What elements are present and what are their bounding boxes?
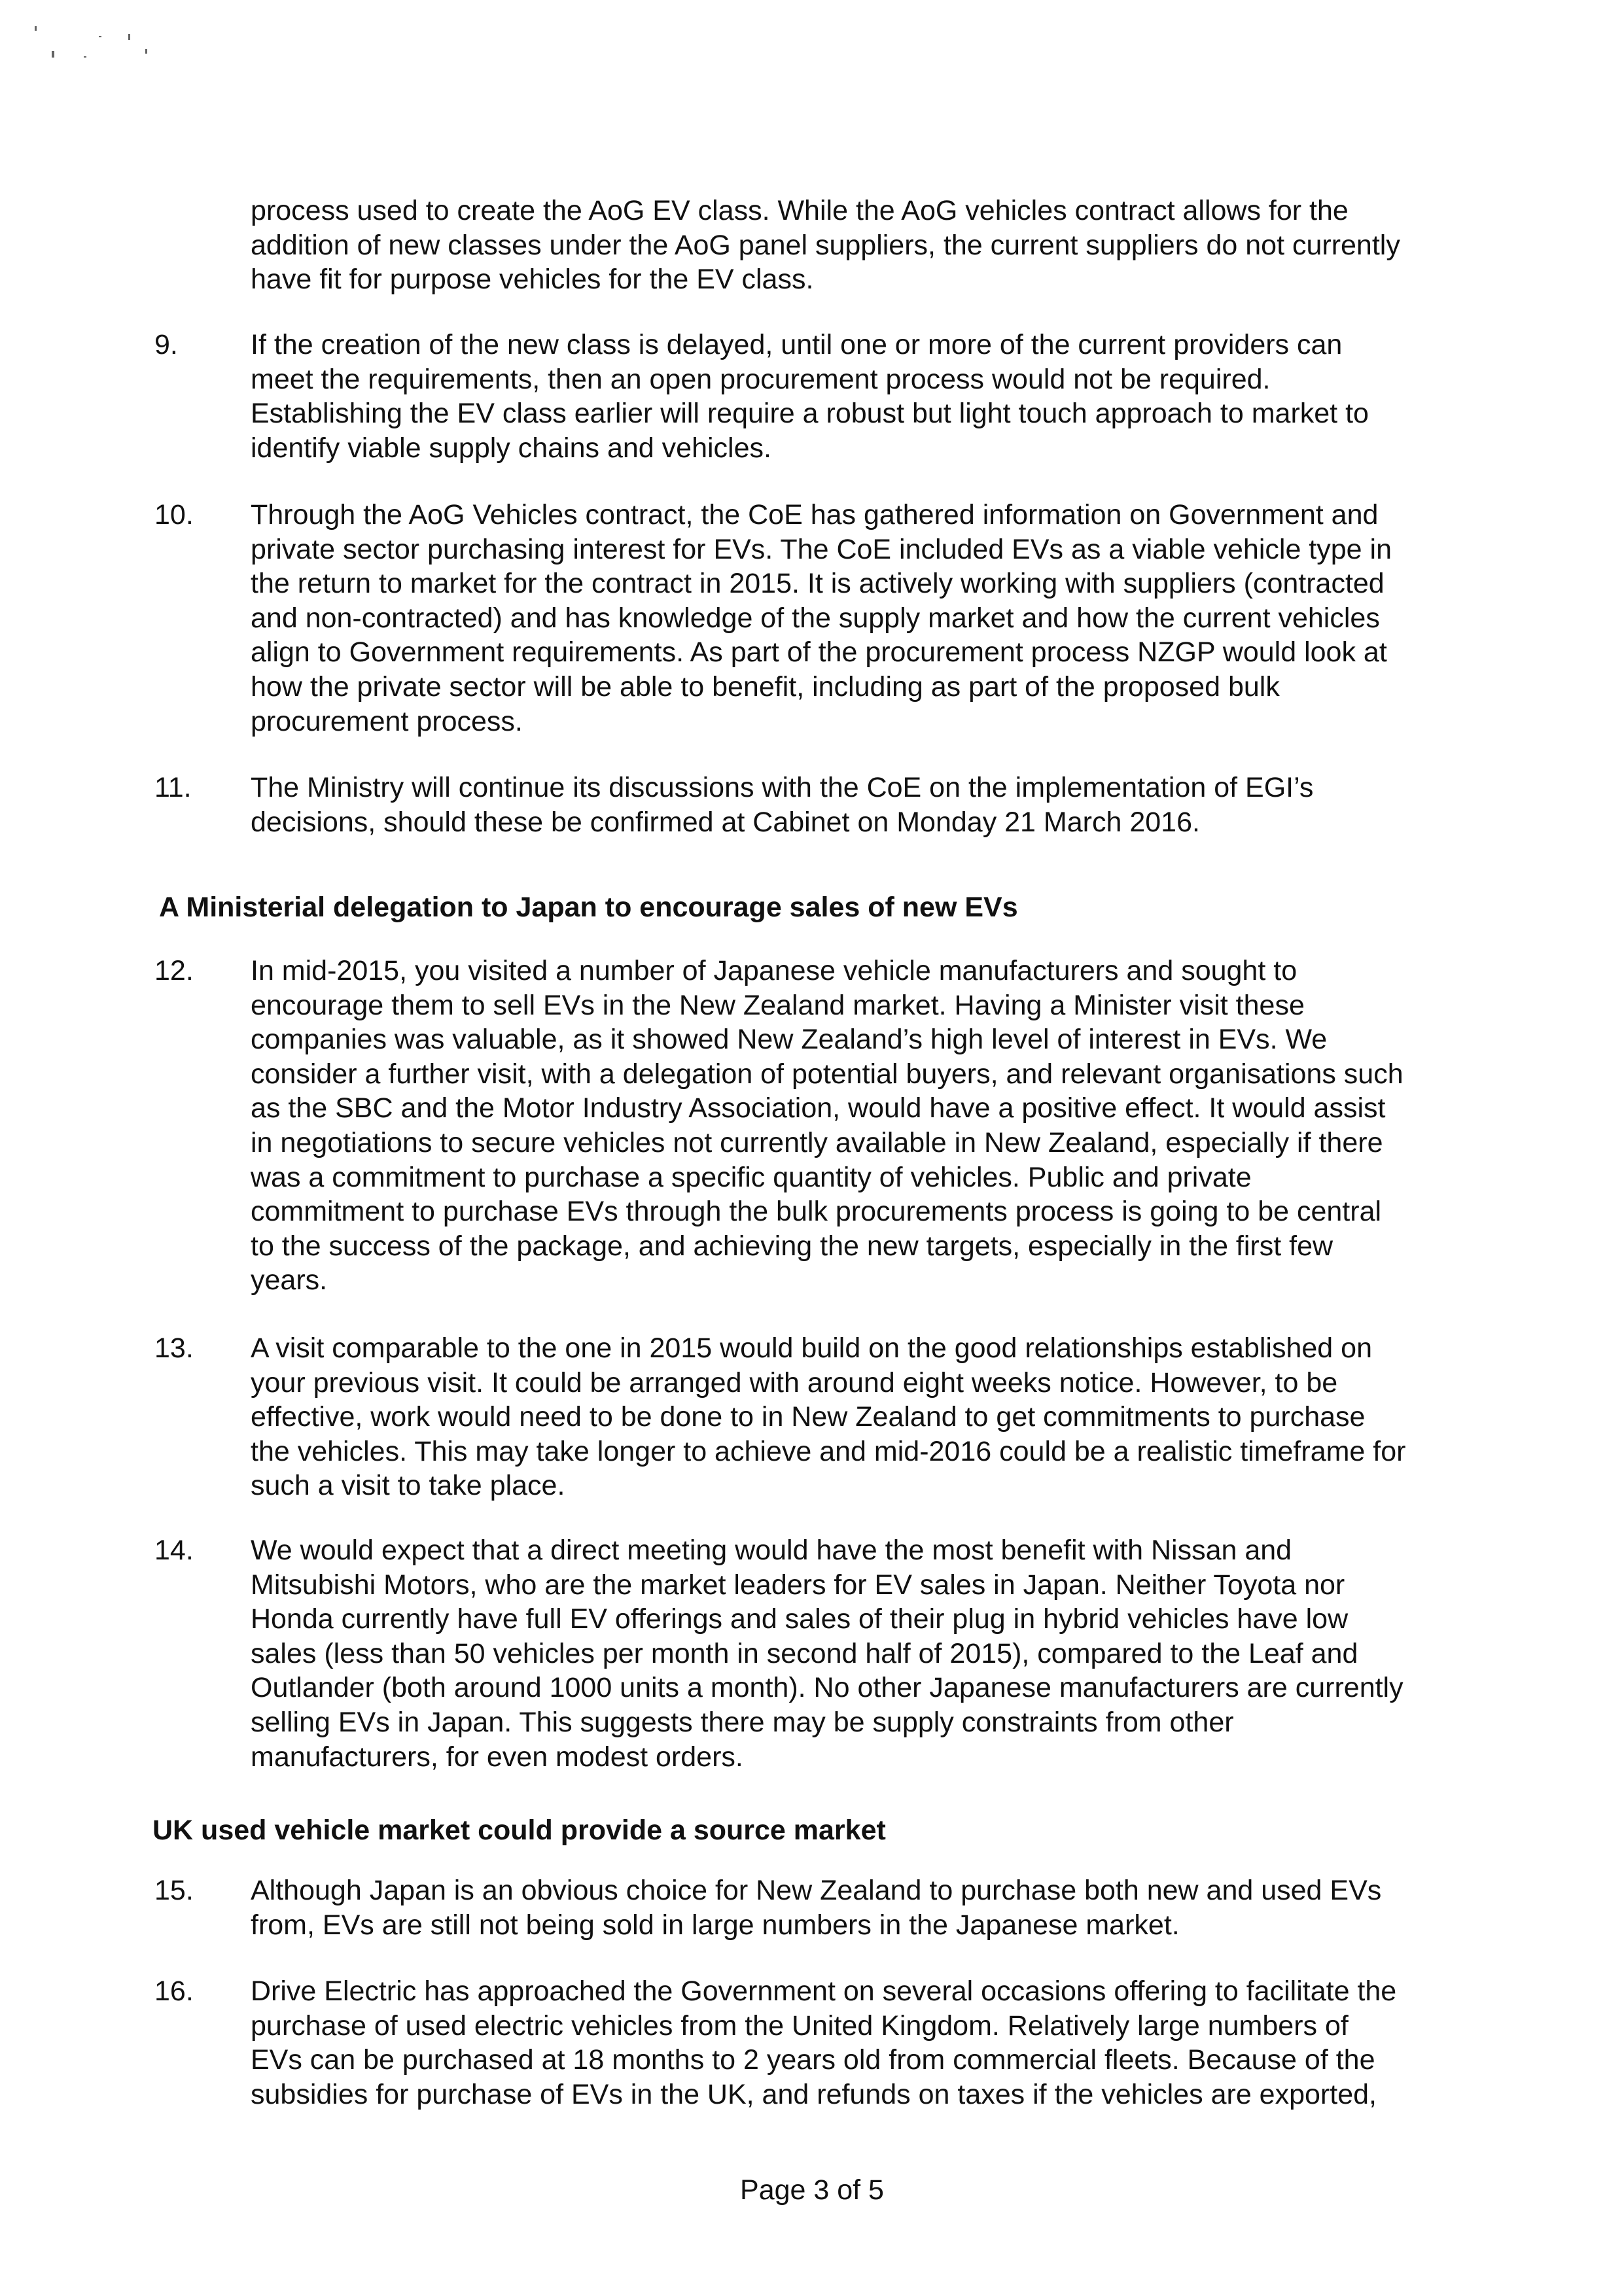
section-heading-uk-market: UK used vehicle market could provide a source market: [152, 1815, 886, 1846]
text-line: in negotiations to secure vehicles not currently available in New Zealand, especially if there: [251, 1126, 1383, 1158]
text-line: the return to market for the contract in 2015. It is actively working with suppliers (contracted: [251, 568, 1385, 600]
text-line: the vehicles. This may take longer to achieve and mid-2016 could be a realistic timeframe for: [251, 1435, 1406, 1467]
text-line: selling EVs in Japan. This suggests there may be supply constraints from other: [251, 1706, 1234, 1738]
paragraph-text: [251, 498, 1509, 739]
text-line: Honda currently have full EV offerings and sales of their plug in hybrid vehicles have low: [251, 1603, 1349, 1635]
text-line: meet the requirements, then an open procurement process would not be required.: [251, 363, 1271, 395]
paragraph-text: [251, 771, 1509, 839]
text-line: The Ministry will continue its discussions with the CoE on the implementation of EGI’s: [251, 772, 1314, 803]
paragraph-number: 16.: [154, 1975, 194, 2007]
text-line: companies was valuable, as it showed New Zealand’s high level of interest in EVs. We: [251, 1024, 1328, 1056]
paragraph-number: 14.: [154, 1535, 194, 1566]
paragraph-number: 10.: [154, 499, 194, 531]
paragraph-number: 11.: [154, 772, 192, 803]
text-line: consider a further visit, with a delegation of potential buyers, and relevant organisations such: [251, 1058, 1403, 1090]
paragraph-text: [251, 328, 1509, 465]
text-line: A visit comparable to the one in 2015 would build on the good relationships established on: [251, 1332, 1372, 1364]
paragraph-text: [251, 954, 1509, 1298]
paragraph-number: 12.: [154, 955, 194, 986]
paragraph-text: [251, 1331, 1509, 1503]
text-line: subsidies for purchase of EVs in the UK, and refunds on taxes if the vehicles are exported,: [251, 2078, 1377, 2110]
text-line: have fit for purpose vehicles for the EV class.: [251, 264, 814, 296]
text-line: Although Japan is an obvious choice for New Zealand to purchase both new and used EVs: [251, 1875, 1382, 1906]
text-line: years.: [251, 1264, 328, 1296]
paragraph-number: 15.: [154, 1875, 194, 1906]
text-line: as the SBC and the Motor Industry Association, would have a positive effect. It would assist: [251, 1092, 1386, 1124]
text-line: addition of new classes under the AoG panel suppliers, the current suppliers do not currently: [251, 229, 1400, 261]
paragraph-number: 9.: [154, 329, 178, 360]
text-line: We would expect that a direct meeting would have the most benefit with Nissan and: [251, 1535, 1292, 1566]
text-line: In mid-2015, you visited a number of Japanese vehicle manufacturers and sought to: [251, 955, 1297, 986]
paragraph-text: [251, 1533, 1509, 1774]
text-line: process used to create the AoG EV class. While the AoG vehicles contract allows for the: [251, 195, 1349, 226]
text-line: private sector purchasing interest for EVs. The CoE included EVs as a viable vehicle type in: [251, 533, 1392, 565]
scan-artifacts: [0, 0, 196, 78]
paragraph-text: [251, 1974, 1509, 2112]
text-line: effective, work would need to be done to in New Zealand to get commitments to purchase: [251, 1401, 1366, 1433]
text-line: was a commitment to purchase a specific quantity of vehicles. Public and private: [251, 1161, 1252, 1193]
paragraph-text: [251, 1873, 1509, 1942]
text-line: to the success of the package, and achieving the new targets, especially in the first few: [251, 1230, 1333, 1262]
text-line: purchase of used electric vehicles from the United Kingdom. Relatively large numbers of: [251, 2009, 1349, 2042]
text-line: Outlander (both around 1000 units a month). No other Japanese manufacturers are currently: [251, 1672, 1403, 1704]
text-line: sales (less than 50 vehicles per month in second half of 2015), compared to the Leaf and: [251, 1637, 1358, 1669]
text-line: EVs can be purchased at 18 months to 2 years old from commercial fleets. Because of the: [251, 2044, 1375, 2076]
text-line: Establishing the EV class earlier will require a robust but light touch approach to market to: [251, 398, 1369, 430]
text-line: commitment to purchase EVs through the bulk procurements process is going to be central: [251, 1196, 1382, 1228]
text-line: If the creation of the new class is delayed, until one or more of the current providers can: [251, 329, 1343, 360]
text-line: Drive Electric has approached the Government on several occasions offering to facilitate the: [251, 1975, 1397, 2007]
continuation-paragraph: [251, 194, 1507, 297]
text-line: your previous visit. It could be arranged with around eight weeks notice. However, to be: [251, 1366, 1338, 1399]
paragraph-number: 13.: [154, 1332, 194, 1364]
text-line: identify viable supply chains and vehicles.: [251, 432, 771, 464]
text-line: how the private sector will be able to benefit, including as part of the proposed bulk: [251, 670, 1280, 703]
text-line: from, EVs are still not being sold in large numbers in the Japanese market.: [251, 1909, 1180, 1941]
text-line: such a visit to take place.: [251, 1470, 565, 1502]
text-line: manufacturers, for even modest orders.: [251, 1741, 743, 1773]
text-line: decisions, should these be confirmed at Cabinet on Monday 21 March 2016.: [251, 806, 1200, 838]
text-line: Through the AoG Vehicles contract, the CoE has gathered information on Government and: [251, 499, 1379, 531]
page-number-footer: Page 3 of 5: [740, 2174, 884, 2206]
text-line: procurement process.: [251, 705, 523, 737]
text-line: align to Government requirements. As part of the procurement process NZGP would look at: [251, 636, 1387, 669]
text-line: encourage them to sell EVs in the New Zealand market. Having a Minister visit these: [251, 989, 1305, 1021]
text-line: Mitsubishi Motors, who are the market leaders for EV sales in Japan. Neither Toyota nor: [251, 1569, 1345, 1601]
section-heading-japan-delegation: A Ministerial delegation to Japan to encourage sales of new EVs: [159, 892, 1018, 923]
text-line: and non-contracted) and has knowledge of the supply market and how the current vehicles: [251, 602, 1380, 634]
